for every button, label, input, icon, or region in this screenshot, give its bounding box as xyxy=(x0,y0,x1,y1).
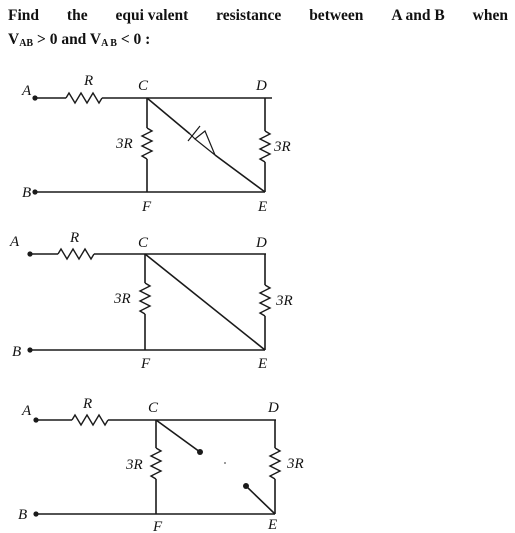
label-f: F xyxy=(142,199,152,215)
voltage-subscript: AB xyxy=(19,38,34,49)
question-word: equi valent xyxy=(115,7,189,24)
label-d: D xyxy=(268,400,279,416)
voltage-symbol: V xyxy=(8,31,20,48)
diagonal-wire-upper xyxy=(156,420,200,452)
question-word: between xyxy=(309,7,364,24)
resistor-r xyxy=(72,415,108,425)
question-word: Find xyxy=(8,7,40,24)
label-e: E xyxy=(258,199,268,215)
diagonal-wire-upper xyxy=(147,98,190,134)
diagonal-wire-lower xyxy=(246,486,275,514)
circuit-1 xyxy=(21,73,291,215)
label-c: C xyxy=(138,235,149,251)
resistor-3r-cf xyxy=(142,128,152,159)
label-a: A xyxy=(22,403,32,419)
resistor-3r-cf xyxy=(140,283,150,314)
label-b: B xyxy=(18,507,28,523)
speck xyxy=(224,462,226,464)
label-r-series: R xyxy=(84,73,94,89)
condition-positive: > 0 and xyxy=(36,31,87,48)
question-word: the xyxy=(66,7,88,24)
label-e: E xyxy=(258,356,268,372)
resistor-3r-cf xyxy=(151,448,161,479)
voltage-subscript: A B xyxy=(101,38,117,49)
label-3r-de: 3R xyxy=(276,293,293,309)
question-word: resistance xyxy=(216,7,282,24)
label-b: B xyxy=(12,344,22,360)
label-f: F xyxy=(153,519,163,533)
label-a: A xyxy=(10,234,20,250)
voltage-symbol: V xyxy=(89,31,102,48)
label-f: F xyxy=(141,356,151,372)
label-d: D xyxy=(256,235,267,251)
resistor-r xyxy=(58,249,94,259)
label-a: A xyxy=(22,83,32,99)
question-word: when xyxy=(472,7,508,24)
resistor-r xyxy=(66,93,102,103)
label-r-series: R xyxy=(70,230,80,246)
diagonal-wire-lower xyxy=(215,155,265,192)
resistor-3r-de xyxy=(270,448,280,479)
condition-negative: < 0 : xyxy=(120,31,151,48)
circuit-2 xyxy=(9,230,293,372)
diagonal-short-wire xyxy=(145,254,265,350)
label-c: C xyxy=(148,400,159,416)
circuit-3 xyxy=(18,396,304,533)
label-d: D xyxy=(256,78,267,94)
diode-symbol xyxy=(188,126,215,155)
question-word: A and B xyxy=(391,7,445,24)
label-3r-de: 3R xyxy=(287,456,304,472)
resistor-3r-de xyxy=(260,285,270,316)
label-3r-de: 3R xyxy=(274,139,291,155)
label-3r-cf: 3R xyxy=(126,457,143,473)
label-c: C xyxy=(138,78,149,94)
label-b: B xyxy=(22,185,32,201)
label-3r-cf: 3R xyxy=(116,136,133,152)
break-point-dot xyxy=(243,483,249,489)
diode-triangle xyxy=(195,131,215,155)
label-r-series: R xyxy=(83,396,93,412)
resistor-3r-de xyxy=(260,131,270,162)
label-3r-cf: 3R xyxy=(114,291,131,307)
label-e: E xyxy=(268,517,278,533)
break-point-dot xyxy=(197,449,203,455)
